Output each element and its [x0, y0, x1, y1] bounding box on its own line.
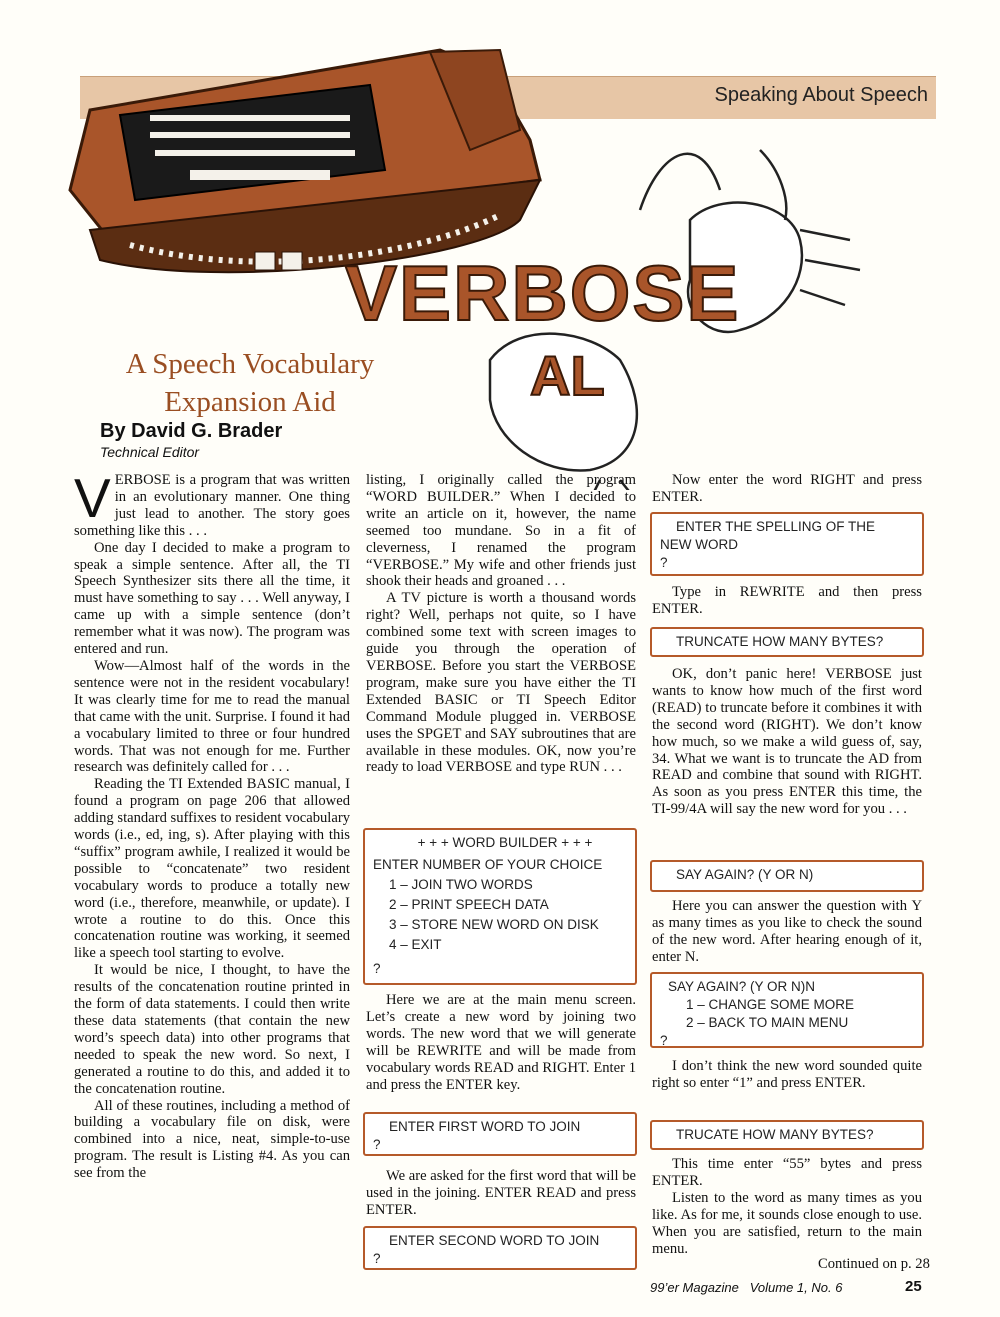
text-column-3b	[652, 584, 922, 618]
paragraph: Wow—Almost half of the words in the sentence were not in the resident vocabulary! It was clearly time for me to read the manual that came with the unit. Surprise. I found it had a vocabulary limited to three or four hundred words. That was not enough for me. Further research was definitely called for . . .	[74, 657, 351, 776]
text-column-2b	[366, 992, 636, 1093]
computer-illustration	[70, 50, 540, 272]
screen-main-menu	[363, 828, 637, 985]
menu-option: 2 – PRINT SPEECH DATA	[389, 897, 549, 912]
menu-option: 1 – CHANGE SOME MORE	[686, 997, 855, 1012]
article-author: By David G. Brader	[100, 420, 283, 442]
screen-first-word	[363, 1112, 637, 1156]
text-column-1	[74, 467, 351, 1182]
screen-cursor: ?	[373, 1137, 381, 1152]
text-column-3c	[652, 666, 922, 818]
screen-cursor: ?	[660, 1033, 668, 1048]
paragraph: Here you can answer the question with Y as many times as you like to check the sound of the new word. After hearing enough of it, enter N.	[652, 898, 922, 965]
screen-cursor: ?	[373, 961, 381, 976]
text-column-3e	[652, 1058, 922, 1092]
screen-prompt: ENTER FIRST WORD TO JOIN	[389, 1119, 581, 1134]
screen-say-again-menu	[650, 972, 924, 1048]
drop-cap: V	[74, 467, 111, 529]
paragraph: One day I decided to make a program to speak a simple sentence. After all, the TI Speech Synthesizer sits there all the time, it must have something to say . . . Well anyway, I came up with a simple sentence (don’t remember what it was now). The program was entered and run.	[74, 539, 350, 658]
screen-cursor: ?	[373, 1251, 381, 1266]
screen-prompt: ENTER NUMBER OF YOUR CHOICE	[373, 857, 603, 872]
screen-spelling	[650, 512, 924, 576]
screen-prompt: ENTER THE SPELLING OF THE	[676, 519, 876, 534]
menu-option: 1 – JOIN TWO WORDS	[389, 877, 533, 892]
paragraph: It would be nice, I thought, to have the results of the concatenation routine printed in the form of data statements. I could then write these data statements (that contain the new word’s speech data) into other programs that needed to speak the new word. So next, I generated a routine to do this, and added it to the concatenation routine.	[74, 962, 350, 1097]
screen-truncate	[650, 627, 924, 657]
paragraph: This time enter “55” bytes and press ENTER.	[652, 1156, 922, 1189]
menu-option: 2 – BACK TO MAIN MENU	[686, 1015, 849, 1030]
screen-trucate	[650, 1120, 924, 1150]
text-column-2	[366, 472, 636, 827]
screen-prompt: TRUCATE HOW MANY BYTES?	[676, 1127, 874, 1142]
screen-title: + + + WORD BUILDER + + +	[417, 835, 593, 850]
paragraph: Now enter the word RIGHT and press ENTER.	[652, 472, 922, 505]
paragraph: Type in REWRITE and then press ENTER.	[652, 584, 922, 617]
screen-prompt: SAY AGAIN? (Y OR N)	[676, 867, 814, 882]
page-number: 25	[905, 1278, 922, 1295]
continued-note: Continued on p. 28	[818, 1256, 930, 1272]
paragraph: Reading the TI Extended BASIC manual, I found a program on page 206 that allowed adding standard suffixes to resident vocabulary words (i.e., ed, ing, s). After playing with this “suffix” program awhile, I realized it would be possible to “concatenate” two resident vocabulary words to produce a totally new word (i.e., therefore, meanwhile, or update). I wrote a routine to do this. Once this concatenation routine was working, it seemed like a speech tool starting to evolve.	[74, 776, 350, 962]
screen-say-again	[650, 860, 924, 892]
paragraph: Listen to the word as many times as you like. As for me, it sounds close enough to use. When you are satisfied, return to the main menu.	[652, 1189, 922, 1257]
menu-option: 4 – EXIT	[389, 937, 442, 952]
text-column-3f	[652, 1156, 922, 1257]
magazine-issue: 99’er Magazine Volume 1, No. 6	[650, 1280, 843, 1295]
paragraph: ERBOSE is a program that was written in an evolutionary manner. One thing just lead to another. The story goes something like this . . .	[74, 472, 350, 539]
text-column-3d	[652, 898, 922, 966]
paragraph: A TV picture is worth a thousand words right? Well, perhaps not quite, so I have combined some text with screen images to guide you through the operation of VERBOSE. Before you start the VERBOSE program, make sure you have either the TI Extended BASIC or TI Speech Editor Command Module plugged in. VERBOSE uses the SPGET and SAY subroutines that are available in these modules. OK, now you’re ready to load VERBOSE and type RUN . . .	[366, 590, 636, 776]
text-column-3	[652, 472, 922, 506]
screen-second-word	[363, 1226, 637, 1270]
paragraph: listing, I originally called the program “WORD BUILDER.” When I decided to write an article on it, however, the name seemed too mundane. So in a fit of cleverness, I renamed the program “VERBOSE.” My wife and other friends just shook their heads and groaned . . .	[366, 472, 636, 590]
verbose-logo-text: VERBOSE	[345, 249, 741, 337]
paragraph: We are asked for the first word that will be used in the joining. ENTER READ and press ENTER.	[366, 1168, 636, 1218]
paragraph: OK, don’t panic here! VERBOSE just wants to know how much of the first word (READ) to truncate before it combines it with the second word (RIGHT). We don’t know how much, so we make a wild guess of, say, 34. What we want is to truncate the AD from READ and combine that sound with RIGHT. As soon as you press ENTER this time, the TI-99/4A will say the new word for you . . .	[652, 666, 922, 818]
screen-prompt: SAY AGAIN? (Y OR N)N	[668, 979, 816, 994]
paragraph: All of these routines, including a method of building a vocabulary file on disk, were combined into a nice, neat, simple-to-use program. The result is Listing #4. As you can see from the	[74, 1097, 350, 1182]
al-logo-text: AL	[530, 344, 605, 407]
screen-cursor: ?	[660, 555, 668, 570]
screen-prompt: NEW WORD	[660, 537, 738, 552]
screen-prompt: ENTER SECOND WORD TO JOIN	[389, 1233, 600, 1248]
paragraph: I don’t think the new word sounded quite right so enter “1” and press ENTER.	[652, 1058, 922, 1091]
menu-option: 3 – STORE NEW WORD ON DISK	[389, 917, 599, 932]
paragraph: Here we are at the main menu screen. Let’s create a new word by joining two words. The new word that we will generate will be REWRITE and will be made from vocabulary words READ and RIGHT. Enter 1 and press the ENTER key.	[366, 992, 636, 1093]
screen-prompt: TRUNCATE HOW MANY BYTES?	[676, 634, 884, 649]
section-title: Speaking About Speech	[714, 84, 928, 106]
text-column-2c	[366, 1168, 636, 1219]
author-role: Technical Editor	[100, 444, 200, 460]
article-title: A Speech Vocabulary Expansion Aid	[125, 348, 375, 418]
